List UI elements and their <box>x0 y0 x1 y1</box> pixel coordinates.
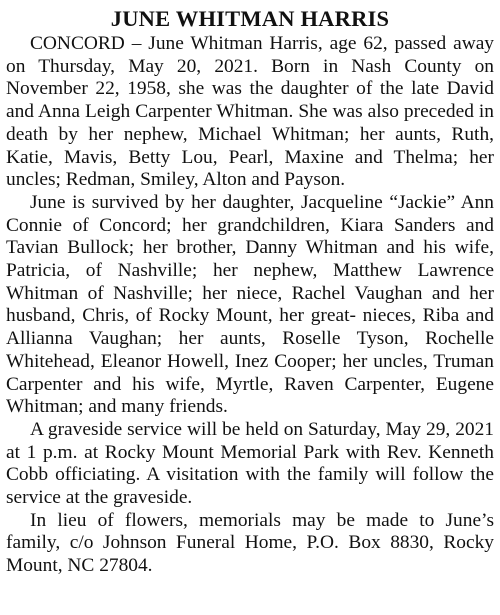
paragraph-survivors: June is survived by her daughter, Jacqueline “Jackie” Ann Connie of Concord; her grandchildren, Kiara Sanders and Tavian Bullock; her brother, Danny Whitman and his wife, Patricia, of Nashville; her nephew, Matthew Lawrence Whitman of Nashville; her niece, Rachel Vaughan and her husband, Chris, of Rocky Mount, her great- nieces, Riba and Allianna Vaughan; her aunts, Roselle Tyson, Rochelle Whitehead, Eleanor Howell, Inez Cooper; her uncles, Truman Carpenter and his wife, Myrtle, Raven Carpenter, Eugene Whitman; and many friends. <box>6 191 494 418</box>
paragraph-service: A graveside service will be held on Saturday, May 29, 2021 at 1 p.m. at Rocky Mount Memorial Park with Rev. Kenneth Cobb officiating. A visitation with the family will follow the service at the graveside. <box>6 418 494 509</box>
paragraph-memorials: In lieu of flowers, memorials may be made to June’s family, c/o Johnson Funeral Home, P.O. Box 8830, Rocky Mount, NC 27804. <box>6 509 494 577</box>
obituary-title: JUNE WHITMAN HARRIS <box>110 6 390 31</box>
paragraph-announcement: CONCORD – June Whitman Harris, age 62, passed away on Thursday, May 20, 2021. Born in Nash County on November 22, 1958, she was the daughter of the late David and Anna Leigh Carpenter Whitman. She was also preceded in death by her nephew, Michael Whitman; her aunts, Ruth, Katie, Mavis, Betty Lou, Pearl, Maxine and Thelma; her uncles; Redman, Smiley, Alton and Payson. <box>6 33 494 191</box>
obituary-body <box>6 33 494 578</box>
